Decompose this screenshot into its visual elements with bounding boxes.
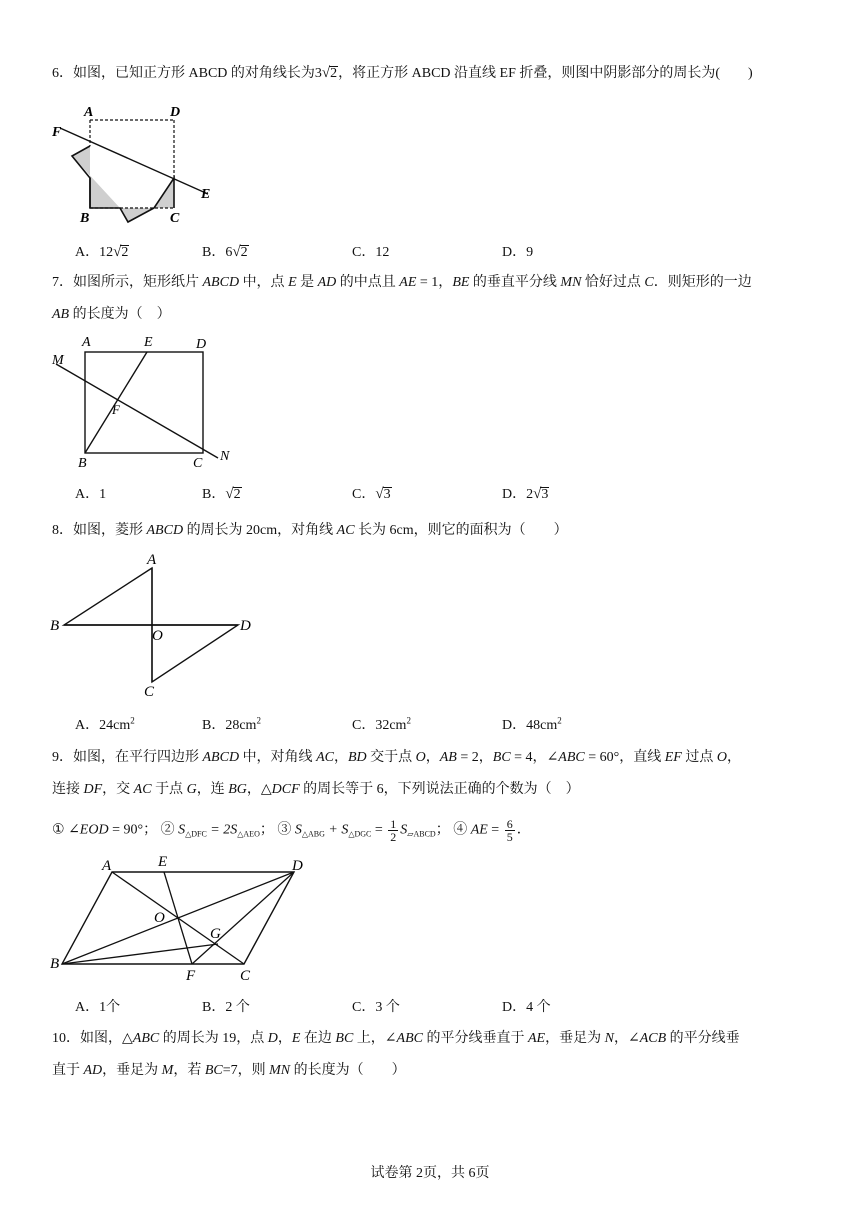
q9-label-a: A [102,858,112,874]
q6-option-c[interactable]: C．12 [352,245,390,260]
q6-label-e: E [201,187,211,202]
q9-option-b[interactable]: B．2 个 [202,1000,250,1015]
q7-line-mn [56,364,218,458]
q8-stem: 8．如图，菱形 ABCD 的周长为 20cm，对角线 AC 长为 6cm，则它的面积为（ ） [52,523,568,538]
q8-option-c[interactable]: C．$32cm^2$ [352,715,411,733]
q9-label-g: G [210,926,221,942]
q7-option-c[interactable]: C．√3 [352,486,391,502]
page-footer: 试卷第 2页，共 6页 [370,1166,490,1181]
q7-label-m: M [52,353,64,368]
q9-stem-line1: 9．如图，在平行四边形 ABCD 中，对角线 AC，BD 交于点 O，AB = 2，BC = 4，∠ABC = 60°，直线 EF 过点 O， [52,750,741,765]
q7-label-b: B [78,456,87,470]
q7-option-d[interactable]: D．2√3 [502,486,549,502]
q7-stem-line1: 7．如图所示，矩形纸片 ABCD 中，点 E 是 AD 的中点且 AE = 1，BE 的垂直平分线 MN 恰好过点 C．则矩形的一边 [52,275,752,290]
q7-label-e: E [144,335,153,350]
q7-label-d: D [196,337,207,352]
q6-label-c: C [170,211,180,226]
q7-stem-line2: AB 的长度为（ ） [52,307,171,322]
q6-stem: 6．如图，已知正方形 ABCD 的对角线长为3√2，将正方形 ABCD 沿直线 EF 折叠，则图中阴影部分的周长为( ) [52,65,753,81]
q7-label-c: C [193,456,203,470]
q7-option-b[interactable]: B．√2 [202,486,241,502]
q6-label-f: F [52,125,62,140]
q7-label-n: N [220,449,230,464]
q10-stem-line1: 10．如图，△ABC 的周长为 19，点 D，E 在边 BC 上，∠ABC 的平分线垂直于 AE，垂足为 N，∠ACB 的平分线垂 [52,1031,740,1046]
q8-option-b[interactable]: B．$28cm^2$ [202,715,261,733]
q8-label-b: B [50,618,60,634]
q6-label-a: A [84,105,94,120]
q9-label-c: C [240,968,251,984]
q8-label-c: C [144,684,155,700]
q6-label-b: B [80,211,90,226]
q8-option-a[interactable]: A．$24cm^2$ [75,715,135,733]
q10-stem-line2: 直于 AD，垂足为 M，若 BC=7，则 MN 的长度为（ ） [52,1063,406,1078]
q6-option-d[interactable]: D．9 [502,245,534,260]
q6-option-a[interactable]: A．12√2 [75,244,129,260]
q9-label-f: F [186,968,196,984]
q8-label-a: A [147,552,157,568]
q7-label-a: A [82,335,91,350]
q9-statements: ① ∠EOD = 90°； ② $S_{\triangle DFC} = 2S_{\triangle AEO}$； ③ $S_{\triangle ABG} + S_{\triangle DGC}$ = $\frac{1}{2}$ $S_{▱ABCD}$； ④ AE = $\frac{6}{5}$ ． [52,817,531,844]
q9-stem-line2: 连接 DF，交 AC 于点 G，连 BG，△DCF 的周长等于 6，下列说法正确的个数为（ ） [52,782,580,797]
q9-label-b: B [50,956,60,972]
q7-rectangle [85,352,203,453]
q9-figure [48,852,310,984]
q8-label-o: O [152,628,163,644]
q7-option-a[interactable]: A．1 [75,487,107,502]
q9-option-c[interactable]: C．3 个 [352,1000,400,1015]
q8-option-d[interactable]: D．$48cm^2$ [502,715,562,733]
q7-figure [48,334,238,470]
q6-figure [50,98,220,226]
q6-option-b[interactable]: B．6√2 [202,244,248,260]
q9-option-d[interactable]: D．4 个 [502,1000,551,1015]
q6-shade-left [72,146,120,208]
q9-label-d: D [292,858,303,874]
q9-option-a[interactable]: A．1个 [75,1000,121,1015]
q8-label-d: D [240,618,251,634]
q9-label-o: O [154,910,165,926]
q9-label-e: E [158,854,168,870]
q6-label-d: D [170,105,181,120]
q8-figure [48,548,258,700]
q7-label-f: F [112,402,120,417]
q9-segment-df [192,872,294,964]
